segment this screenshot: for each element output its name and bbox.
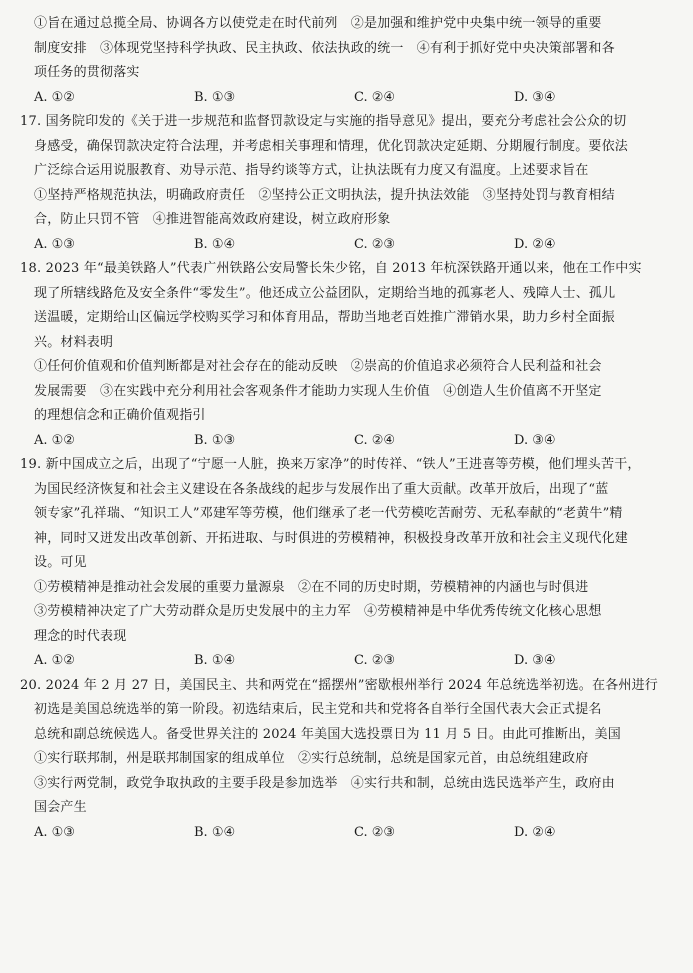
options-row [34,233,663,258]
question-19 [20,453,663,674]
question-line: 初选是美国总统选举的第一阶段。初选结束后，民主党和共和党将各自举行全国代表大会正式提名 [34,702,602,717]
option-d: D. ②④ [514,236,556,252]
question-line: ①旨在通过总揽全局、协调各方以使党走在时代前列 ②是加强和维护党中央集中统一领导的重要 [34,16,602,31]
question-line: 国会产生 [34,800,87,815]
question-line: 送温暖，定期给山区偏远学校购买学习和体育用品，帮助当地老百姓推广滞销水果，助力乡村全面振 [34,310,615,325]
option-b: B. ①④ [194,653,236,668]
option-a: A. ①② [34,89,75,105]
option-c: C. ②③ [354,824,396,840]
question-17 [20,110,663,257]
options-row [34,429,663,454]
question-stem: 17. 国务院印发的《关于进一步规范和监督罚款设定与实施的指导意见》提出，要充分考虑社会公众的切 [20,114,627,129]
question-line: 的理想信念和正确价值观指引 [34,408,206,423]
option-a: A. ①③ [34,824,75,840]
question-line: ①坚持严格规范执法，明确政府责任 ②坚持公正文明执法，提升执法效能 ③坚持处罚与教育相结 [34,187,615,203]
question-line: 设。可见 [34,555,87,570]
options-row [34,821,663,846]
option-d: D. ③④ [514,432,556,448]
question-line: 合，防止只罚不管 ④推进智能高效政府建设，树立政府形象 [34,212,391,227]
question-stem: 20. 2024 年 2 月 27 日，美国民主、共和两党在“摇摆州”密歇根州举行 2024 年总统选举初选。在各州进行 [20,677,659,693]
option-b: B. ①③ [194,432,236,448]
question-line: ①任何价值观和价值判断都是对社会存在的能动反映 ②崇高的价值追求必须符合人民利益和社会 [34,359,602,374]
option-d: D. ③④ [514,89,556,105]
question-line: 兴。材料表明 [34,334,114,350]
option-c: C. ②④ [354,432,396,448]
question-20 [20,674,663,846]
option-d: D. ③④ [514,653,556,668]
option-c: C. ②④ [354,89,396,105]
question-line: 领专家”孔祥瑞、“知识工人”邓建军等劳模，他们继承了老一代劳模吃苦耐劳、无私奉献的“老黄牛”精 [34,506,623,521]
question-18 [20,257,663,453]
option-a: A. ①② [34,432,75,448]
option-a: A. ①② [34,653,75,668]
option-b: B. ①④ [194,236,236,252]
options-row [34,86,663,111]
options-row [34,649,663,674]
option-a: A. ①③ [34,236,75,252]
question-line: 为国民经济恢复和社会主义建设在各条战线的起步与发展作出了重大贡献。改革开放后，出现了“蓝 [34,481,609,497]
question-line: 理念的时代表现 [34,628,127,644]
question-line: ①实行联邦制，州是联邦制国家的组成单位 ②实行总统制，总统是国家元首，由总统组建政府 [34,751,589,766]
option-b: B. ①④ [194,824,236,840]
question-line: 制度安排 ③体现党坚持科学执政、民主执政、依法执政的统一 ④有利于抓好党中央决策部署和各 [34,40,615,56]
question-line: 身感受，确保罚款决定符合法理，并考虑相关事理和情理，优化罚款决定延期、分期履行制度。要依法 [34,138,629,154]
question-line: 广泛综合运用说服教育、劝导示范、指导约谈等方式，让执法既有力度又有温度。上述要求旨在 [34,163,589,178]
option-d: D. ②④ [514,824,556,840]
question-line: 现了所辖线路危及安全条件“零发生”。他还成立公益团队，定期给当地的孤寡老人、残障人士、孤儿 [34,285,616,301]
question-line: 发展需要 ③在实践中充分利用社会客观条件才能助力实现人生价值 ④创造人生价值离不开坚定 [34,383,602,399]
question-stem: 18. 2023 年“最美铁路人”代表广州铁路公安局警长朱少铭，自 2013 年杭深铁路开通以来，他在工作中实 [20,261,642,276]
question-stem: 19. 新中国成立之后，出现了“宁愿一人脏，换来万家净”的时传祥、“铁人”王进喜等劳模，他们埋头苦干， [20,457,641,472]
question-line: ①劳模精神是推动社会发展的重要力量源泉 ②在不同的历史时期，劳模精神的内涵也与时俱进 [34,579,589,595]
question-line: ③实行两党制，政党争取执政的主要手段是参加选举 ④实行共和制，总统由选民选举产生，政府由 [34,775,615,791]
question-line: ③劳模精神决定了广大劳动群众是历史发展中的主力军 ④劳模精神是中华优秀传统文化核心思想 [34,604,602,619]
option-c: C. ②③ [354,653,396,668]
option-b: B. ①③ [194,89,236,105]
question-line: 总统和副总统候选人。备受世界关注的 2024 年美国大选投票日为 11 月 5 日。由此可推断出，美国 [34,726,621,742]
question-line: 神，同时又迸发出改革创新、开拓进取、与时俱进的劳模精神，积极投身改革开放和社会主义现代化建 [34,530,629,546]
question-line: 项任务的贯彻落实 [34,65,140,80]
option-c: C. ②③ [354,236,396,252]
question-16 [34,12,663,110]
